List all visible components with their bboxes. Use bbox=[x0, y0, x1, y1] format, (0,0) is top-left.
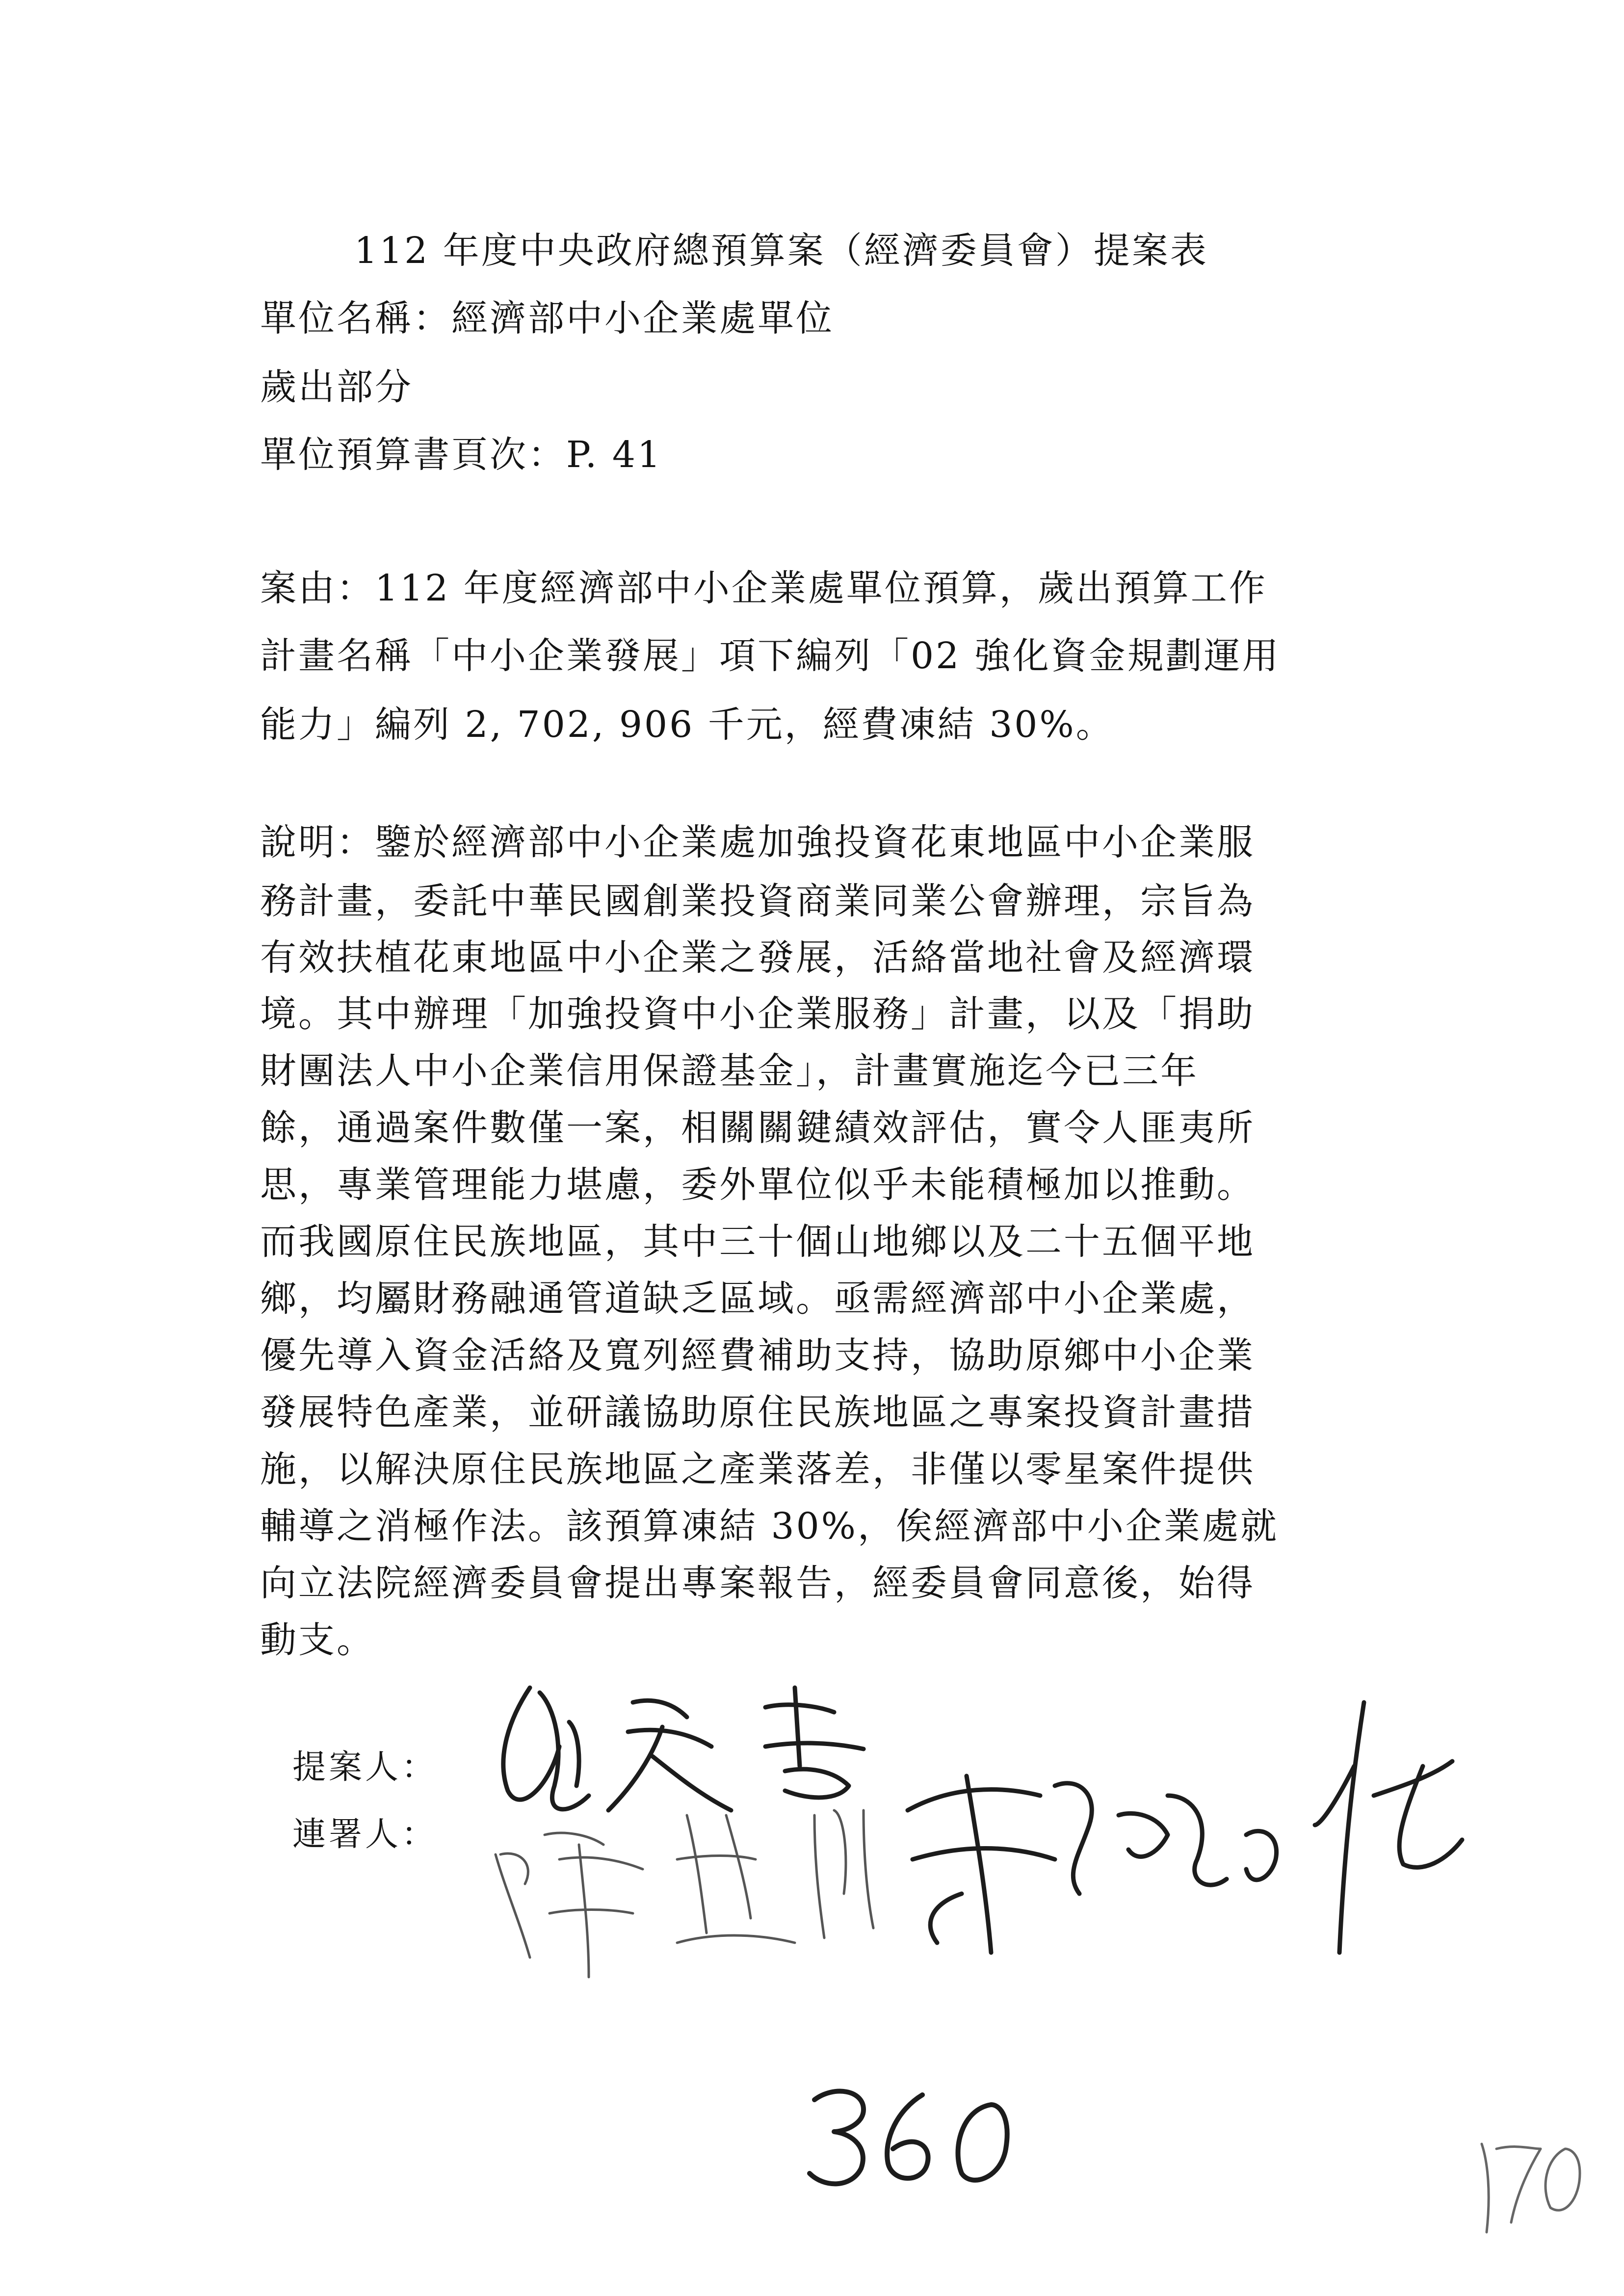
document-title: 112 年度中央政府總預算案（經濟委員會）提案表 bbox=[354, 230, 1208, 272]
unit-name: 單位名稱：經濟部中小企業處單位 bbox=[260, 297, 834, 339]
explanation-line: 有效扶植花東地區中小企業之發展，活絡當地社會及經濟環 bbox=[260, 937, 1255, 979]
proposer-label: 提案人： bbox=[292, 1748, 438, 1787]
explanation-line: 務計畫，委託中華民國創業投資商業同業公會辦理，宗旨為 bbox=[260, 880, 1255, 922]
handwritten-corner-number bbox=[1482, 2144, 1580, 2232]
reason-line: 能力」編列 2, 702, 906 千元，經費凍結 30%。 bbox=[260, 704, 1114, 746]
explanation-line: 輔導之消極作法。該預算凍結 30%，俟經濟部中小企業處就 bbox=[260, 1505, 1279, 1547]
budget-page-reference: 單位預算書頁次：P. 41 bbox=[260, 434, 663, 476]
explanation-line: 優先導入資金活絡及寬列經費補助支持，協助原鄉中小企業 bbox=[260, 1334, 1255, 1377]
cosigner-signature bbox=[908, 1702, 1462, 1953]
proposer-signature bbox=[503, 1688, 864, 1810]
explanation-line: 動支。 bbox=[260, 1619, 375, 1661]
explanation-line: 餘，通過案件數僅一案，相關關鍵績效評估，實令人匪夷所 bbox=[260, 1107, 1255, 1149]
explanation-line: 思，專業管理能力堪慮，委外單位似乎未能積極加以推動。 bbox=[260, 1164, 1255, 1206]
explanation-line: 而我國原住民族地區，其中三十個山地鄉以及二十五個平地 bbox=[260, 1221, 1255, 1263]
explanation-line: 向立法院經濟委員會提出專案報告，經委員會同意後，始得 bbox=[260, 1562, 1255, 1604]
cosigner-label: 連署人： bbox=[292, 1815, 438, 1854]
handwritten-page-number bbox=[810, 2091, 1007, 2184]
reason-line: 計畫名稱「中小企業發展」項下編列「02 強化資金規劃運用 bbox=[260, 635, 1281, 677]
explanation-line: 說明：鑒於經濟部中小企業處加強投資花東地區中小企業服 bbox=[260, 821, 1255, 863]
explanation-line: 發展特色產業，並研議協助原住民族地區之專案投資計畫措 bbox=[260, 1391, 1255, 1434]
explanation-line: 鄉，均屬財務融通管道缺乏區域。亟需經濟部中小企業處， bbox=[260, 1278, 1255, 1320]
explanation-line: 境。其中辦理「加強投資中小企業服務」計畫，以及「捐助 bbox=[260, 993, 1255, 1035]
section-label: 歲出部分 bbox=[260, 366, 413, 408]
explanation-line: 施，以解決原住民族地區之產業落差，非僅以零星案件提供 bbox=[260, 1448, 1255, 1490]
reason-line: 案由：112 年度經濟部中小企業處單位預算，歲出預算工作 bbox=[260, 567, 1267, 609]
cosigner-signature bbox=[496, 1810, 873, 1977]
explanation-line: 財團法人中小企業信用保證基金」，計畫實施迄今已三年 bbox=[260, 1050, 1199, 1092]
